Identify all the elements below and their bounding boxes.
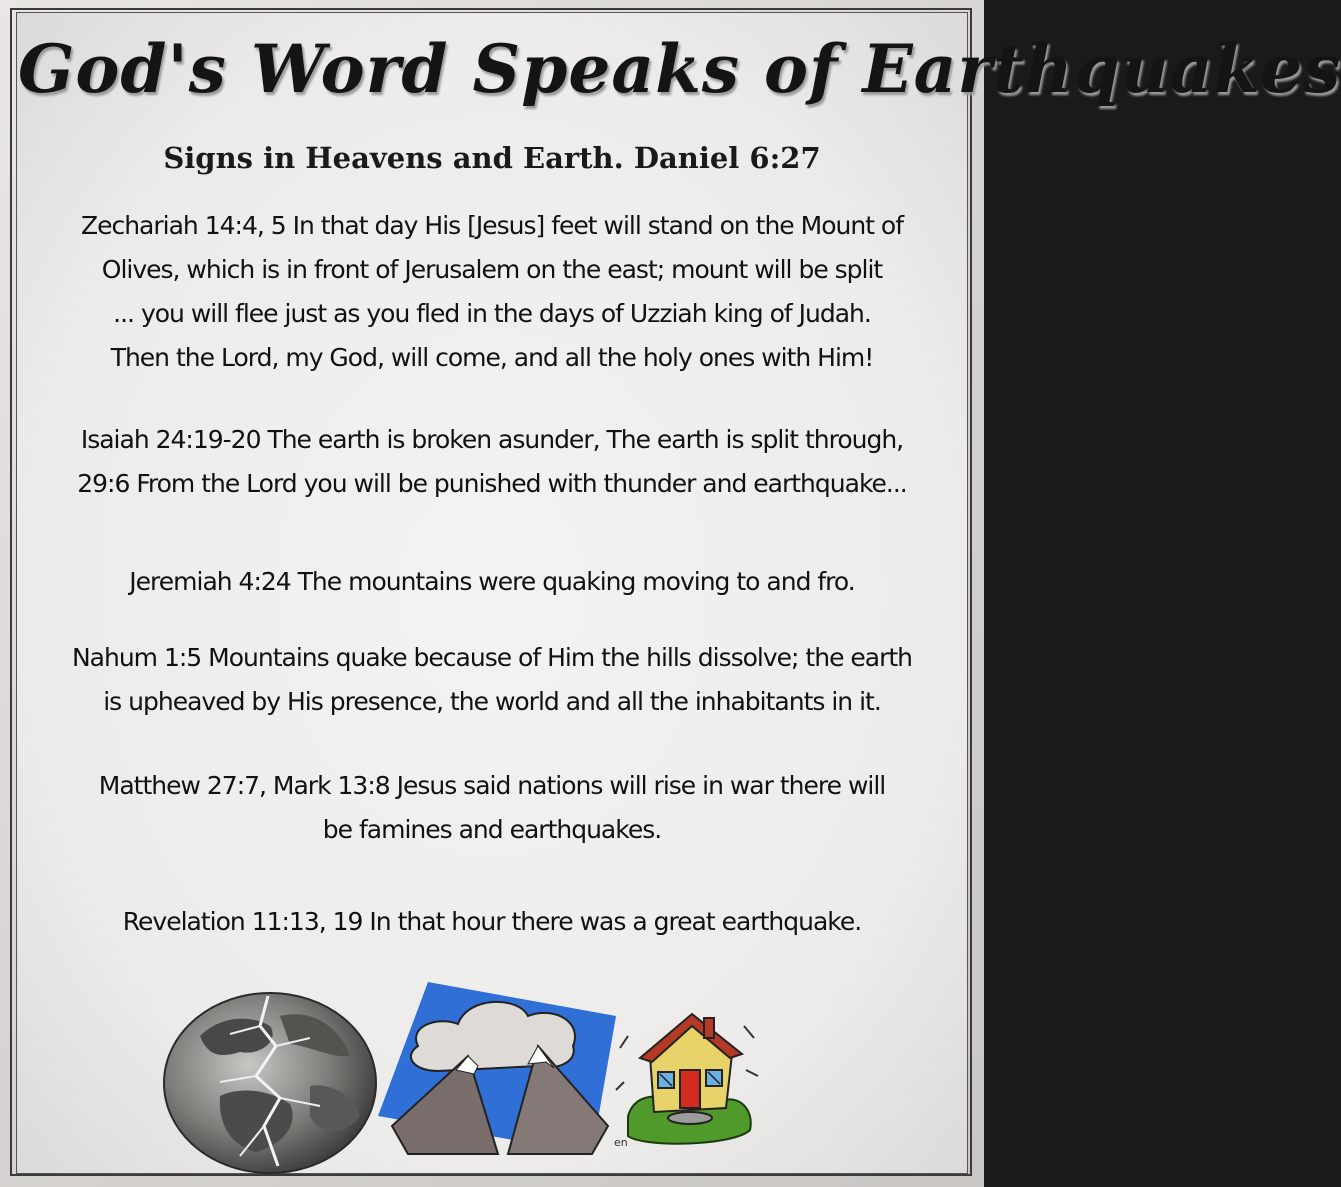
verse-line: Isaiah 24:19-20 The earth is broken asunder, The earth is split through, (80, 425, 904, 454)
verse-isaiah (24, 418, 960, 506)
verse-matthew-mark (24, 764, 960, 852)
verse-line: 29:6 From the Lord you will be punished with thunder and earthquake... (77, 469, 907, 498)
page-title: God's Word Speaks of Earthquakes (18, 30, 1341, 108)
verse-revelation (24, 900, 960, 944)
verse-line: Matthew 27:7, Mark 13:8 Jesus said nations will rise in war there will (98, 771, 886, 800)
verse-line: Revelation 11:13, 19 In that hour there was a great earthquake. (122, 907, 862, 936)
shaking-house-icon (614, 996, 762, 1156)
verse-line: Nahum 1:5 Mountains quake because of Him the hills dissolve; the earth (71, 643, 913, 672)
split-mountain-icon (378, 976, 616, 1154)
house-caption: en (614, 1136, 628, 1149)
cracked-globe-icon (160, 986, 380, 1176)
verse-line: Jeremiah 4:24 The mountains were quaking moving to and fro. (129, 567, 855, 596)
verse-nahum (24, 636, 960, 724)
verse-line: Olives, which is in front of Jerusalem on the east; mount will be split (101, 255, 883, 284)
verse-line: Then the Lord, my God, will come, and all the holy ones with Him! (110, 343, 874, 372)
verse-line: be famines and earthquakes. (322, 815, 662, 844)
verse-line: ... you will flee just as you fled in the days of Uzziah king of Judah. (113, 299, 871, 328)
verse-line: is upheaved by His presence, the world and all the inhabitants in it. (103, 687, 881, 716)
verse-zechariah (24, 204, 960, 380)
page-subtitle: Signs in Heavens and Earth. Daniel 6:27 (163, 141, 821, 175)
verse-line: Zechariah 14:4, 5 In that day His [Jesus] feet will stand on the Mount of (80, 211, 904, 240)
verse-jeremiah (24, 560, 960, 604)
